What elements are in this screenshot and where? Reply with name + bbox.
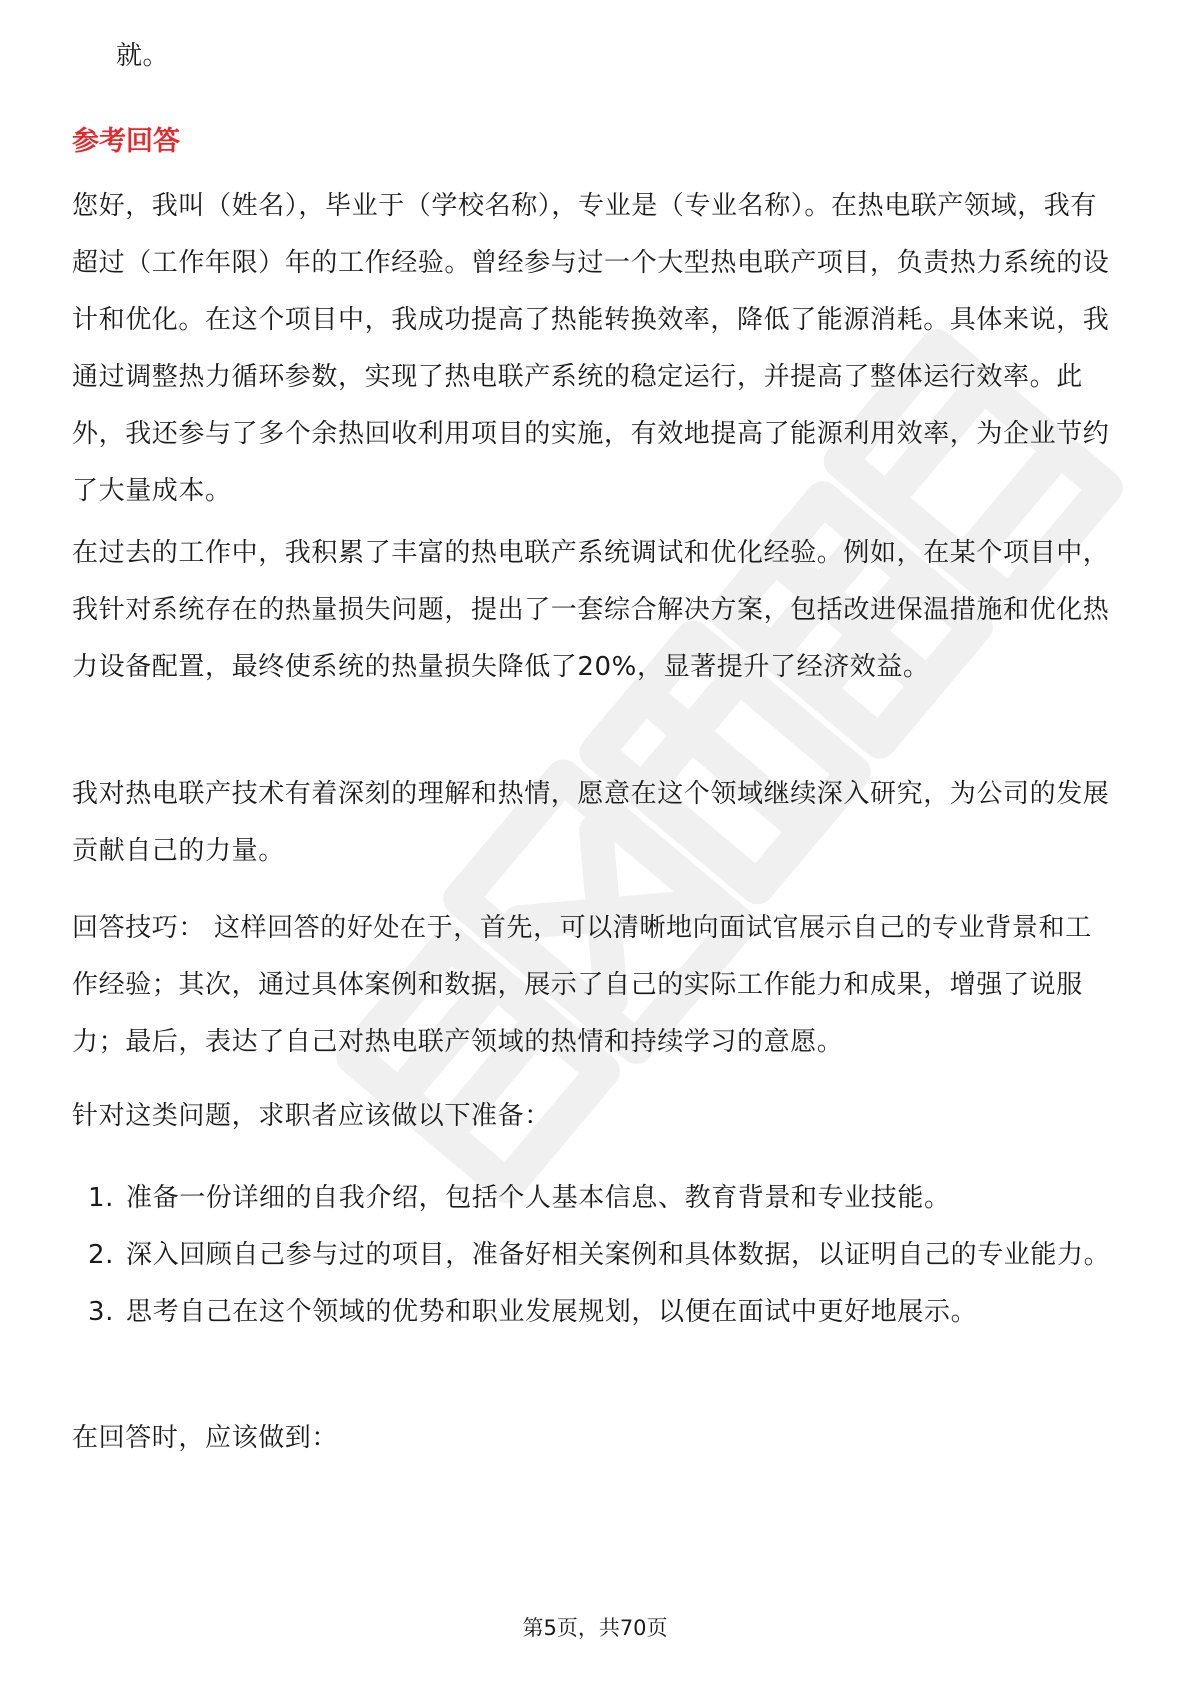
list-item [72, 1227, 1118, 1284]
document-page [72, 0, 1118, 1684]
answer-paragraph-2: 在过去的工作中，我积累了丰富的热电联产系统调试和优化经验。例如，在某个项目中，我针对系统存在的热量损失问题，提出了一套综合解决方案，包括改进保温措施和优化热力设备配置，最终使系统的热量损失降低了20%，显著提升了经济效益。 [72, 538, 1110, 682]
continuation-text: 就。 [116, 41, 170, 71]
list-number: 3. [88, 1297, 115, 1327]
list-item [72, 1170, 1118, 1227]
answer-paragraph-3: 我对热电联产技术有着深刻的理解和热情，愿意在这个领域继续深入研究，为公司的发展贡献自己的力量。 [72, 779, 1110, 866]
list-number: 1. [88, 1183, 115, 1213]
list-number: 2. [88, 1240, 115, 1270]
list-text: 准备一份详细的自我介绍，包括个人基本信息、教育背景和专业技能。 [126, 1183, 951, 1213]
tips-paragraph: 回答技巧： 这样回答的好处在于，首先，可以清晰地向面试官展示自己的专业背景和工作经验；其次，通过具体案例和数据，展示了自己的实际工作能力和成果，增强了说服力；最后，表达了自己对热电联产领域的热情和持续学习的意愿。 [72, 913, 1092, 1057]
answer-paragraph-1: 您好，我叫（姓名），毕业于（学校名称），专业是（专业名称）。在热电联产领域，我有超过（工作年限）年的工作经验。曾经参与过一个大型热电联产项目，负责热力系统的设计和优化。在这个项目中，我成功提高了热能转换效率，降低了能源消耗。具体来说，我通过调整热力循环参数，实现了热电联产系统的稳定运行，并提高了整体运行效率。此外，我还参与了多个余热回收利用项目的实施，有效地提高了能源利用效率，为企业节约了大量成本。 [72, 191, 1110, 506]
list-text: 深入回顾自己参与过的项目，准备好相关案例和具体数据，以证明自己的专业能力。 [126, 1240, 1111, 1270]
list-item [72, 1284, 1118, 1341]
page-number-footer: 第5页，共70页 [522, 1616, 668, 1640]
prep-list [72, 1170, 1118, 1341]
list-text: 思考自己在这个领域的优势和职业发展规划，以便在面试中更好地展示。 [126, 1297, 978, 1327]
closing-intro: 在回答时，应该做到： [72, 1423, 339, 1453]
section-heading: 参考回答 [72, 126, 180, 157]
prep-intro: 针对这类问题，求职者应该做以下准备： [72, 1101, 551, 1131]
